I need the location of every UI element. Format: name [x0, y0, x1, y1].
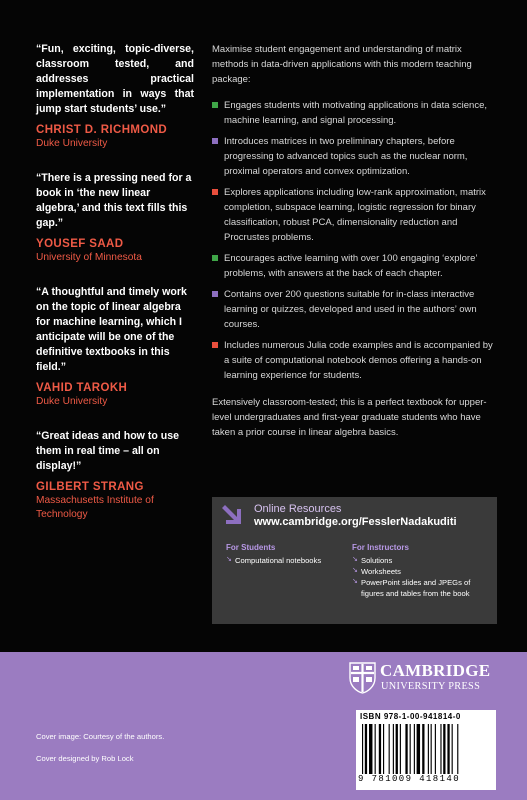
description-intro: Maximise student engagement and understanding of matrix methods in data-driven applications with this modern teaching package: — [212, 44, 472, 85]
resource-item — [352, 566, 492, 577]
endorser-name: YOUSEF SAAD — [36, 238, 124, 250]
feature-item — [212, 134, 497, 179]
publisher-name-line1: CAMBRIDGE — [380, 661, 491, 680]
bullet-square-icon — [212, 291, 218, 297]
students-resources — [226, 542, 346, 566]
publisher-name-line2: UNIVERSITY PRESS — [381, 681, 481, 692]
bullet-square-icon — [212, 189, 218, 195]
endorser-name: GILBERT STRANG — [36, 481, 144, 493]
feature-text: Engages students with motivating applications in data science, machine learning, and signal processing. — [224, 100, 487, 126]
resource-item — [352, 577, 492, 599]
arrow-down-right-icon: ↘ — [352, 556, 358, 563]
university-crest-icon — [349, 662, 376, 694]
bullet-square-icon — [212, 255, 218, 261]
feature-item — [212, 185, 497, 245]
endorsement-quote: “A thoughtful and timely work on the topic of linear algebra for machine learning, which I anticipate will be one of the definitive textbooks in this field.” — [36, 286, 187, 373]
bullet-square-icon — [212, 102, 218, 108]
feature-list — [212, 98, 497, 383]
endorsement-1 — [36, 42, 194, 151]
resource-label: Worksheets — [361, 567, 401, 576]
resource-label: PowerPoint slides and JPEGs of figures and tables from the book — [361, 578, 471, 598]
instructors-resources — [352, 542, 492, 599]
cover-image-credit: Cover image: Courtesy of the authors. — [36, 732, 165, 741]
resource-item — [226, 555, 346, 566]
bullet-square-icon — [212, 342, 218, 348]
cover-design-credit: Cover designed by Rob Lock — [36, 754, 134, 763]
feature-text: Encourages active learning with over 100 engaging ‘explore’ problems, with answers at the back of each chapter. — [224, 253, 478, 279]
endorser-affiliation: University of Minnesota — [36, 252, 142, 263]
students-heading: For Students — [226, 543, 276, 552]
instructors-heading: For Instructors — [352, 543, 409, 552]
isbn-number: ISBN 978-1-00-941814-0 — [360, 712, 461, 721]
endorser-name: CHRIST D. RICHMOND — [36, 124, 168, 136]
feature-item — [212, 98, 497, 128]
endorsement-quote: “Great ideas and how to use them in real time – all on display!” — [36, 430, 180, 472]
endorsement-3 — [36, 285, 194, 409]
arrow-down-right-icon: ↘ — [352, 578, 358, 585]
online-resources-box — [212, 497, 497, 624]
feature-text: Includes numerous Julia code examples and is accompanied by a suite of computational notebook demos offering a hands-on learning experience for students. — [224, 340, 493, 381]
resource-item — [352, 555, 492, 566]
isbn-barcode — [356, 710, 496, 790]
feature-text: Contains over 200 questions suitable for in-class interactive learning or quizzes, developed and used in the authors’ own courses. — [224, 289, 477, 330]
barcode-digits: 9 781009 418140 — [358, 774, 461, 784]
publisher-logo — [349, 660, 499, 698]
resource-label: Computational notebooks — [235, 556, 322, 565]
feature-text: Introduces matrices in two preliminary chapters, before progressing to advanced topics such as the nuclear norm, proximal operators and convex optimization. — [224, 136, 468, 177]
online-resources-header — [212, 497, 497, 532]
bullet-square-icon — [212, 138, 218, 144]
endorsements-column — [36, 42, 194, 542]
endorsement-4 — [36, 429, 194, 522]
endorsement-quote: “There is a pressing need for a book in ‘the new linear algebra,’ and this text fills this gap.” — [36, 172, 192, 229]
description-closing: Extensively classroom-tested; this is a perfect textbook for upper-level undergraduates and first-year graduate students who have taken a prior course in linear algebra basics. — [212, 397, 487, 438]
endorsement-quote: “Fun, exciting, topic-diverse, classroom tested, and addresses practical implementation in ways that jump start students’ use.” — [36, 43, 194, 115]
arrow-down-right-icon: ↘ — [226, 556, 232, 563]
cover-credits — [36, 726, 164, 770]
feature-item — [212, 251, 497, 281]
endorser-affiliation: Duke University — [36, 396, 108, 407]
description-column — [212, 42, 497, 451]
endorser-affiliation: Massachusetts Institute of Technology — [36, 495, 154, 520]
barcode-bars-icon — [362, 724, 490, 774]
online-resources-title: Online Resources — [254, 503, 342, 515]
endorser-name: VAHID TAROKH — [36, 382, 128, 394]
endorsement-2 — [36, 171, 194, 265]
arrow-down-right-icon: ↘ — [352, 567, 358, 574]
endorser-affiliation: Duke University — [36, 138, 108, 149]
feature-text: Explores applications including low-rank approximation, matrix completion, subspace learning, logistic regression for binary classification, robust PCA, dimensionality reduction and Procrustes problems. — [224, 187, 486, 243]
online-resources-url[interactable]: www.cambridge.org/FesslerNadakuditi — [254, 516, 457, 528]
feature-item — [212, 338, 497, 383]
resource-label: Solutions — [361, 556, 393, 565]
arrow-down-right-icon — [219, 502, 245, 528]
feature-item — [212, 287, 497, 332]
